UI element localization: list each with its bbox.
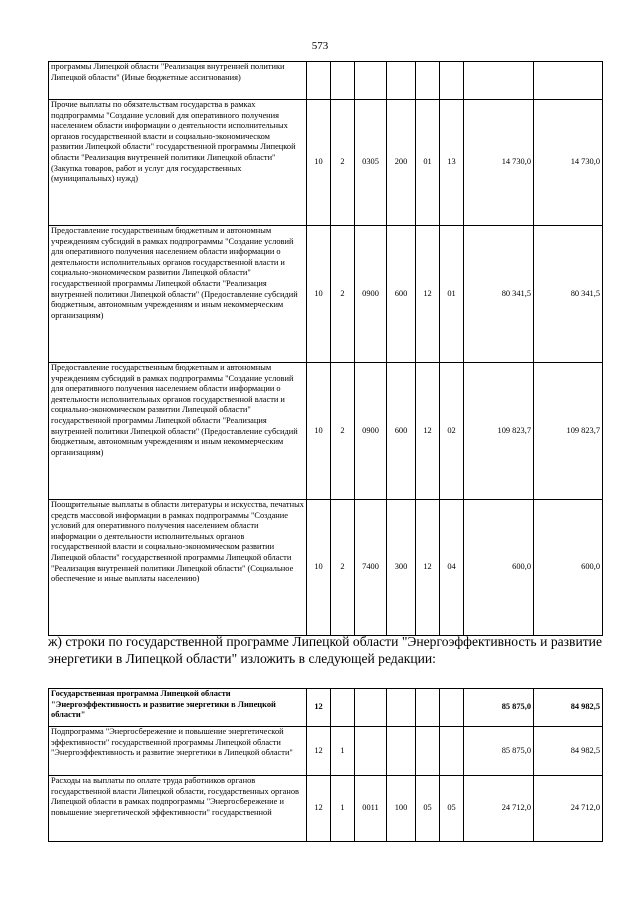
direction-code: 0900 <box>355 363 387 500</box>
subsection-code <box>440 689 464 727</box>
section-code <box>416 727 440 776</box>
amount-year-1: 85 875,0 <box>464 689 534 727</box>
subprogram-code <box>331 689 355 727</box>
expense-type-code <box>387 689 416 727</box>
amendment-paragraph: ж) строки по государственной программе Липецкой области "Энергоэффективность и развитие энергетики в Липецкой области" изложить в следующей редакции: <box>48 634 602 666</box>
program-code: 10 <box>307 100 331 226</box>
amount-year-1: 24 712,0 <box>464 776 534 842</box>
subprogram-code <box>331 62 355 100</box>
section-code: 01 <box>416 100 440 226</box>
amount-year-2: 80 341,5 <box>534 226 603 363</box>
table-row <box>49 226 603 363</box>
section-code <box>416 62 440 100</box>
row-description: Подпрограмма "Энергосбережение и повышение энергетической эффективности" государственной программы Липецкой области "Энергоэффективность и развитие энергетики в Липецкой области" <box>49 727 307 776</box>
amount-year-2: 14 730,0 <box>534 100 603 226</box>
subsection-code <box>440 727 464 776</box>
section-code: 12 <box>416 500 440 636</box>
direction-code <box>355 62 387 100</box>
program-code: 12 <box>307 689 331 727</box>
expense-type-code: 300 <box>387 500 416 636</box>
program-code: 12 <box>307 776 331 842</box>
amount-year-1: 600,0 <box>464 500 534 636</box>
table-row <box>49 689 603 727</box>
row-description: Предоставление государственным бюджетным и автономным учреждениям субсидий в рамках подпрограммы "Создание условий для оперативного получения населением области информации о деятельности исполнительных органов государственной власти и социально-экономическом развитии Липецкой области" государственной программы Липецкой области "Реализация внутренней политики Липецкой области" (Предоставление субсидий бюджетным, автономным учреждениям и иным некоммерческим организациям) <box>49 363 307 500</box>
direction-code: 7400 <box>355 500 387 636</box>
direction-code: 0900 <box>355 226 387 363</box>
row-description: Прочие выплаты по обязательствам государства в рамках подпрограммы "Создание условий для оперативного получения населением области информации о деятельности исполнительных органов государственной власти и социально-экономическом развитии Липецкой области" государственной программы Липецкой области "Реализация внутренней политики Липецкой области" (Закупка товаров, работ и услуг для государственных (муниципальных) нужд) <box>49 100 307 226</box>
section-code <box>416 689 440 727</box>
table-row <box>49 62 603 100</box>
amount-year-1 <box>464 62 534 100</box>
program-code: 10 <box>307 500 331 636</box>
subprogram-code: 2 <box>331 100 355 226</box>
subprogram-code: 1 <box>331 727 355 776</box>
row-description: Государственная программа Липецкой области "Энергоэффективность и развитие энергетики в Липецкой области" <box>49 689 307 727</box>
expense-type-code: 600 <box>387 363 416 500</box>
amount-year-1: 14 730,0 <box>464 100 534 226</box>
program-code: 10 <box>307 226 331 363</box>
program-code <box>307 62 331 100</box>
expense-type-code: 600 <box>387 226 416 363</box>
section-code: 12 <box>416 226 440 363</box>
program-code: 12 <box>307 727 331 776</box>
amount-year-1: 109 823,7 <box>464 363 534 500</box>
subprogram-code: 1 <box>331 776 355 842</box>
amount-year-1: 85 875,0 <box>464 727 534 776</box>
direction-code <box>355 689 387 727</box>
row-description: Предоставление государственным бюджетным и автономным учреждениям субсидий в рамках подпрограммы "Создание условий для оперативного получения населением области информации о деятельности исполнительных органов государственной власти и социально-экономическом развитии Липецкой области" государственной программы Липецкой области "Реализация внутренней политики Липецкой области" (Предоставление субсидий бюджетным, автономным учреждениям и иным некоммерческим организациям) <box>49 226 307 363</box>
subsection-code <box>440 62 464 100</box>
subsection-code: 13 <box>440 100 464 226</box>
expense-type-code <box>387 727 416 776</box>
section-code: 12 <box>416 363 440 500</box>
subsection-code: 05 <box>440 776 464 842</box>
direction-code: 0305 <box>355 100 387 226</box>
subprogram-code: 2 <box>331 363 355 500</box>
table-row <box>49 727 603 776</box>
amount-year-2: 109 823,7 <box>534 363 603 500</box>
subsection-code: 01 <box>440 226 464 363</box>
table-row <box>49 500 603 636</box>
table-row <box>49 363 603 500</box>
direction-code: 0011 <box>355 776 387 842</box>
amount-year-2: 600,0 <box>534 500 603 636</box>
subprogram-code: 2 <box>331 500 355 636</box>
budget-table-energy-efficiency <box>48 688 603 842</box>
subsection-code: 02 <box>440 363 464 500</box>
budget-table-internal-policy <box>48 61 603 636</box>
program-code: 10 <box>307 363 331 500</box>
amount-year-2: 84 982,5 <box>534 727 603 776</box>
expense-type-code: 100 <box>387 776 416 842</box>
table-row <box>49 100 603 226</box>
amount-year-1: 80 341,5 <box>464 226 534 363</box>
page-number: 573 <box>311 40 329 52</box>
section-code: 05 <box>416 776 440 842</box>
amount-year-2: 24 712,0 <box>534 776 603 842</box>
row-description: Расходы на выплаты по оплате труда работников органов государственной власти Липецкой области, государственных органов Липецкой области в рамках подпрограммы "Энергосбережение и повышение энергетической эффективности" государственной <box>49 776 307 842</box>
amount-year-2: 84 982,5 <box>534 689 603 727</box>
amount-year-2 <box>534 62 603 100</box>
direction-code <box>355 727 387 776</box>
row-description: Поощрительные выплаты в области литературы и искусства, печатных средств массовой информации в рамках подпрограммы "Создание условий для оперативного получения населением области информации о деятельности исполнительных органов государственной власти и социально-экономическом развитии Липецкой области" государственной программы Липецкой области "Реализация внутренней политики Липецкой области" (Социальное обеспечение и иные выплаты населению) <box>49 500 307 636</box>
expense-type-code: 200 <box>387 100 416 226</box>
table-row <box>49 776 603 842</box>
expense-type-code <box>387 62 416 100</box>
row-description: программы Липецкой области "Реализация внутренней политики Липецкой области" (Иные бюджетные ассигнования) <box>49 62 307 100</box>
subprogram-code: 2 <box>331 226 355 363</box>
subsection-code: 04 <box>440 500 464 636</box>
